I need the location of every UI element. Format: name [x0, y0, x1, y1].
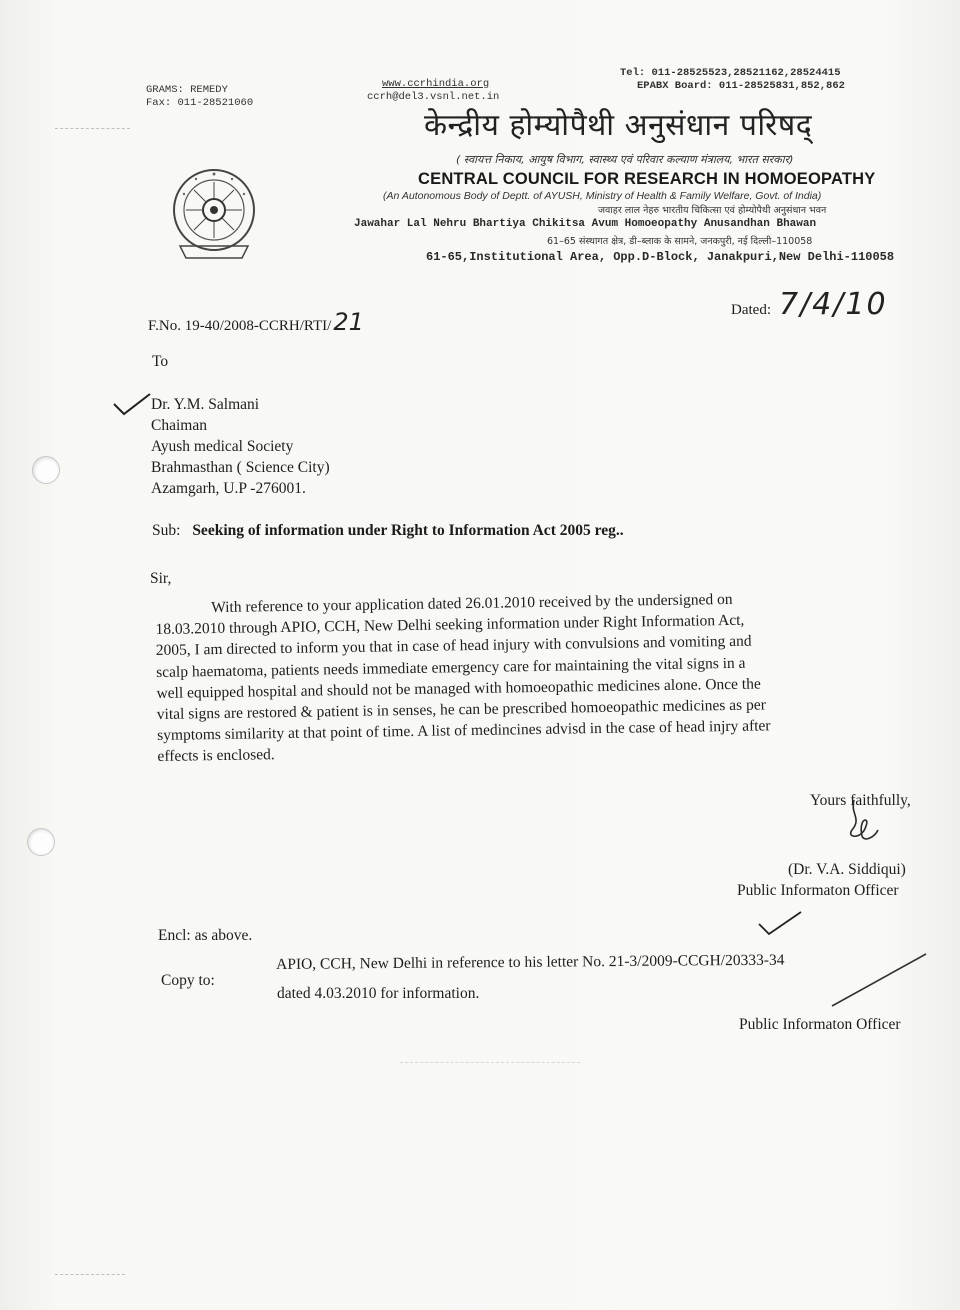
recipient-block [151, 394, 330, 499]
subject-line [152, 522, 624, 540]
file-number-handwritten: 21 [333, 308, 364, 336]
org-name-english: CENTRAL COUNCIL FOR RESEARCH IN HOMOEOPATHY [418, 170, 876, 188]
website-link[interactable]: www.ccrhindia.org [382, 78, 490, 90]
date-line [731, 287, 888, 322]
body-line: vital signs are restored & patient is in senses, he can be prescribed homoeopathic medicines as per [156, 696, 766, 724]
address-hindi: 61–65 संस्थागत क्षेत्र, डी–ब्लाक के सामने, जनकपुरी, नई दिल्ली–110058 [547, 236, 813, 247]
recipient-line: Ayush medical Society [151, 438, 294, 455]
tick-mark-icon [112, 392, 152, 418]
tick-mark-icon [755, 908, 803, 936]
address-english: 61-65,Institutional Area, Opp.D-Block, Janakpuri,New Delhi-110058 [426, 250, 895, 264]
date-handwritten: 7/4/10 [778, 287, 888, 322]
hindi-org-title: केन्द्रीय होम्योपैथी अनुसंधान परिषद् [424, 108, 813, 143]
body-line: 2005, I am directed to inform you that in case of head injury with convulsions and vomiting and [155, 633, 752, 660]
grams-line: GRAMS: REMEDY [146, 84, 228, 96]
letter-body [155, 586, 941, 768]
date-label: Dated: [731, 302, 771, 318]
recipient-line: Brahmasthan ( Science City) [151, 459, 330, 476]
signatory-title: Public Informaton Officer [737, 882, 899, 899]
copy-to-line-2: dated 4.03.2010 for information. [277, 985, 480, 1002]
punch-hole-top [32, 456, 60, 484]
scan-artifact-line [55, 1274, 125, 1275]
telephone-line: Tel: 011-28525523,28521162,28524415 [620, 67, 841, 79]
closing: Yours faithfully, [810, 792, 911, 809]
body-line: effects is enclosed. [157, 746, 275, 766]
subject-text: Seeking of information under Right to Information Act 2005 reg.. [192, 522, 624, 539]
pen-stroke-mark [830, 950, 930, 1010]
handwritten-signature [832, 796, 892, 846]
to-label: To [152, 353, 169, 370]
copy-to-label: Copy to: [161, 972, 215, 989]
file-number-text: F.No. 19-40/2008-CCRH/RTI/ [148, 318, 332, 334]
bhawan-name-english: Jawahar Lal Nehru Bhartiya Chikitsa Avum Homoeopathy Anusandhan Bhawan [354, 218, 817, 230]
bhawan-name-hindi: जवाहर लाल नेहरु भारतीय चिकित्सा एवं होम्योपैथी अनुसंधान भवन [598, 205, 827, 216]
body-line: With reference to your application dated 26.01.2010 received by the undersigned on [211, 590, 733, 617]
file-number [148, 308, 364, 336]
epabx-line: EPABX Board: 011-28525831,852,862 [637, 80, 845, 92]
email-link[interactable]: ccrh@del3.vsnl.net.in [367, 91, 500, 103]
copy-to-line-1: APIO, CCH, New Delhi in reference to his letter No. 21-3/2009-CCGH/20333-34 [276, 951, 785, 973]
fax-line: Fax: 011-28521060 [146, 97, 254, 109]
scan-artifact-line [55, 128, 130, 129]
body-line: 18.03.2010 through APIO, CCH, New Delhi seeking information under Right Information Act, [155, 611, 745, 639]
recipient-line: Azamgarh, U.P -276001. [151, 480, 306, 497]
enclosure-note: Encl: as above. [158, 927, 253, 944]
signatory-name: (Dr. V.A. Siddiqui) [788, 861, 906, 878]
salutation: Sir, [150, 570, 172, 587]
org-subtitle-english: (An Autonomous Body of Deptt. of AYUSH, Ministry of Health & Family Welfare, Govt. of India) [383, 190, 822, 202]
ccrh-emblem-icon [166, 158, 262, 268]
recipient-line: Chaiman [151, 417, 207, 434]
body-line: symptoms similarity at that point of time. A list of medincines advisd in the case of head injry after [157, 717, 771, 745]
body-line: scalp haematoma, patients needs immediate emergency care for maintaining the vital signs in a [156, 654, 746, 681]
recipient-line: Dr. Y.M. Salmani [151, 396, 260, 413]
body-line: well equipped hospital and should not be managed with homoeopathic medicines alone. Once the [156, 675, 761, 702]
scan-artifact-line [400, 1062, 580, 1063]
punch-hole-bottom [27, 828, 55, 856]
subject-label: Sub: [152, 522, 181, 539]
footer-officer-title: Public Informaton Officer [739, 1016, 901, 1033]
hindi-org-subtitle: ( स्वायत्त निकाय, आयुष विभाग, स्वास्थ्य एवं परिवार कल्याण मंत्रालय, भारत सरकार) [456, 153, 794, 166]
